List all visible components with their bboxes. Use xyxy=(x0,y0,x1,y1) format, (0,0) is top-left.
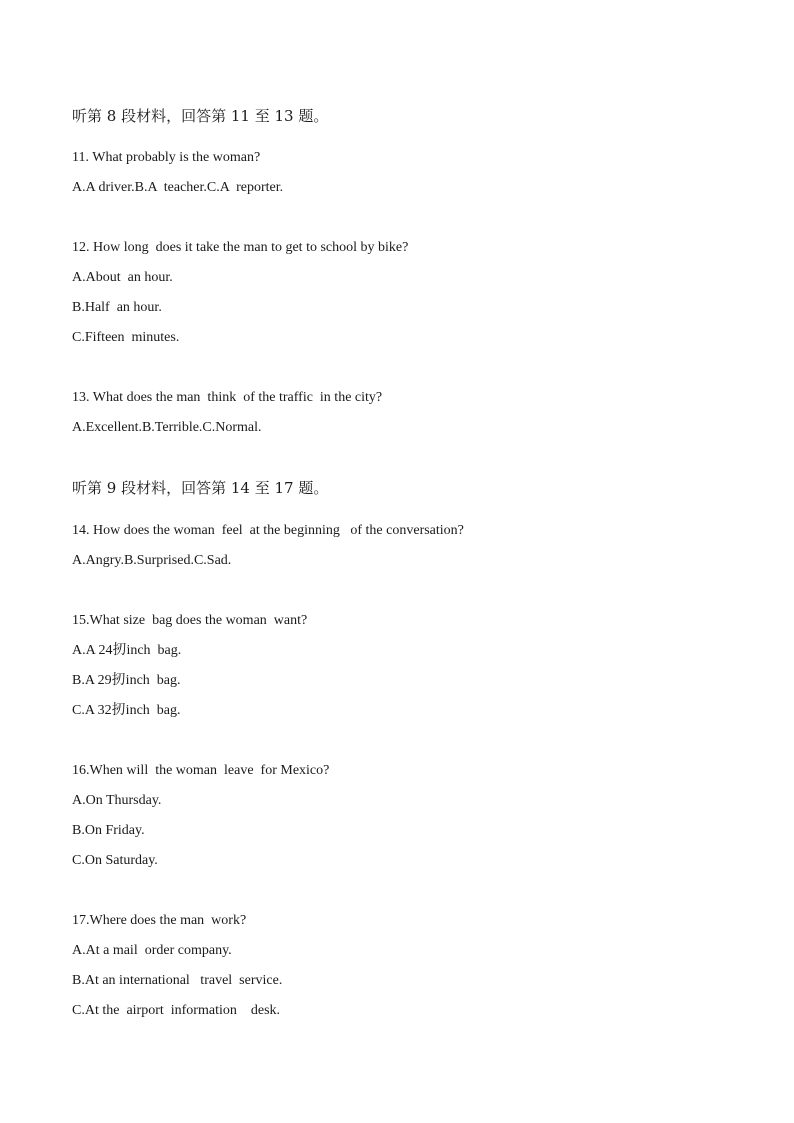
question-stem: 16.When will the woman leave for Mexico? xyxy=(72,763,330,778)
question-option: A.About an hour. xyxy=(72,270,173,285)
question-option: B.Half an hour. xyxy=(72,300,162,315)
question-options: A.A driver.B.A teacher.C.A reporter. xyxy=(72,180,284,195)
question-options: A.Excellent.B.Terrible.C.Normal. xyxy=(72,420,262,435)
question-stem: 11. What probably is the woman? xyxy=(72,150,261,165)
question-option: B.At an international travel service. xyxy=(72,973,283,988)
section-heading: 听第 8 段材料，回答第 11 至 13 题。 xyxy=(72,107,329,125)
question-option: A.On Thursday. xyxy=(72,793,162,808)
question-stem: 12. How long does it take the man to get to school by bike? xyxy=(72,240,409,255)
question-stem: 17.Where does the man work? xyxy=(72,913,247,928)
question-option: C.A 32扨inch bag. xyxy=(72,703,181,718)
question-options: A.Angry.B.Surprised.C.Sad. xyxy=(72,553,232,568)
question-option: C.Fifteen minutes. xyxy=(72,330,180,345)
question-option: A.A 24扨inch bag. xyxy=(72,643,182,658)
question-option: B.A 29扨inch bag. xyxy=(72,673,181,688)
question-option: A.At a mail order company. xyxy=(72,943,232,958)
question-stem: 13. What does the man think of the traffic in the city? xyxy=(72,390,383,405)
question-stem: 15.What size bag does the woman want? xyxy=(72,613,308,628)
question-option: C.At the airport information desk. xyxy=(72,1003,281,1018)
question-stem: 14. How does the woman feel at the beginning of the conversation? xyxy=(72,523,464,538)
section-heading: 听第 9 段材料，回答第 14 至 17 题。 xyxy=(72,479,329,497)
question-option: C.On Saturday. xyxy=(72,853,158,868)
question-option: B.On Friday. xyxy=(72,823,145,838)
